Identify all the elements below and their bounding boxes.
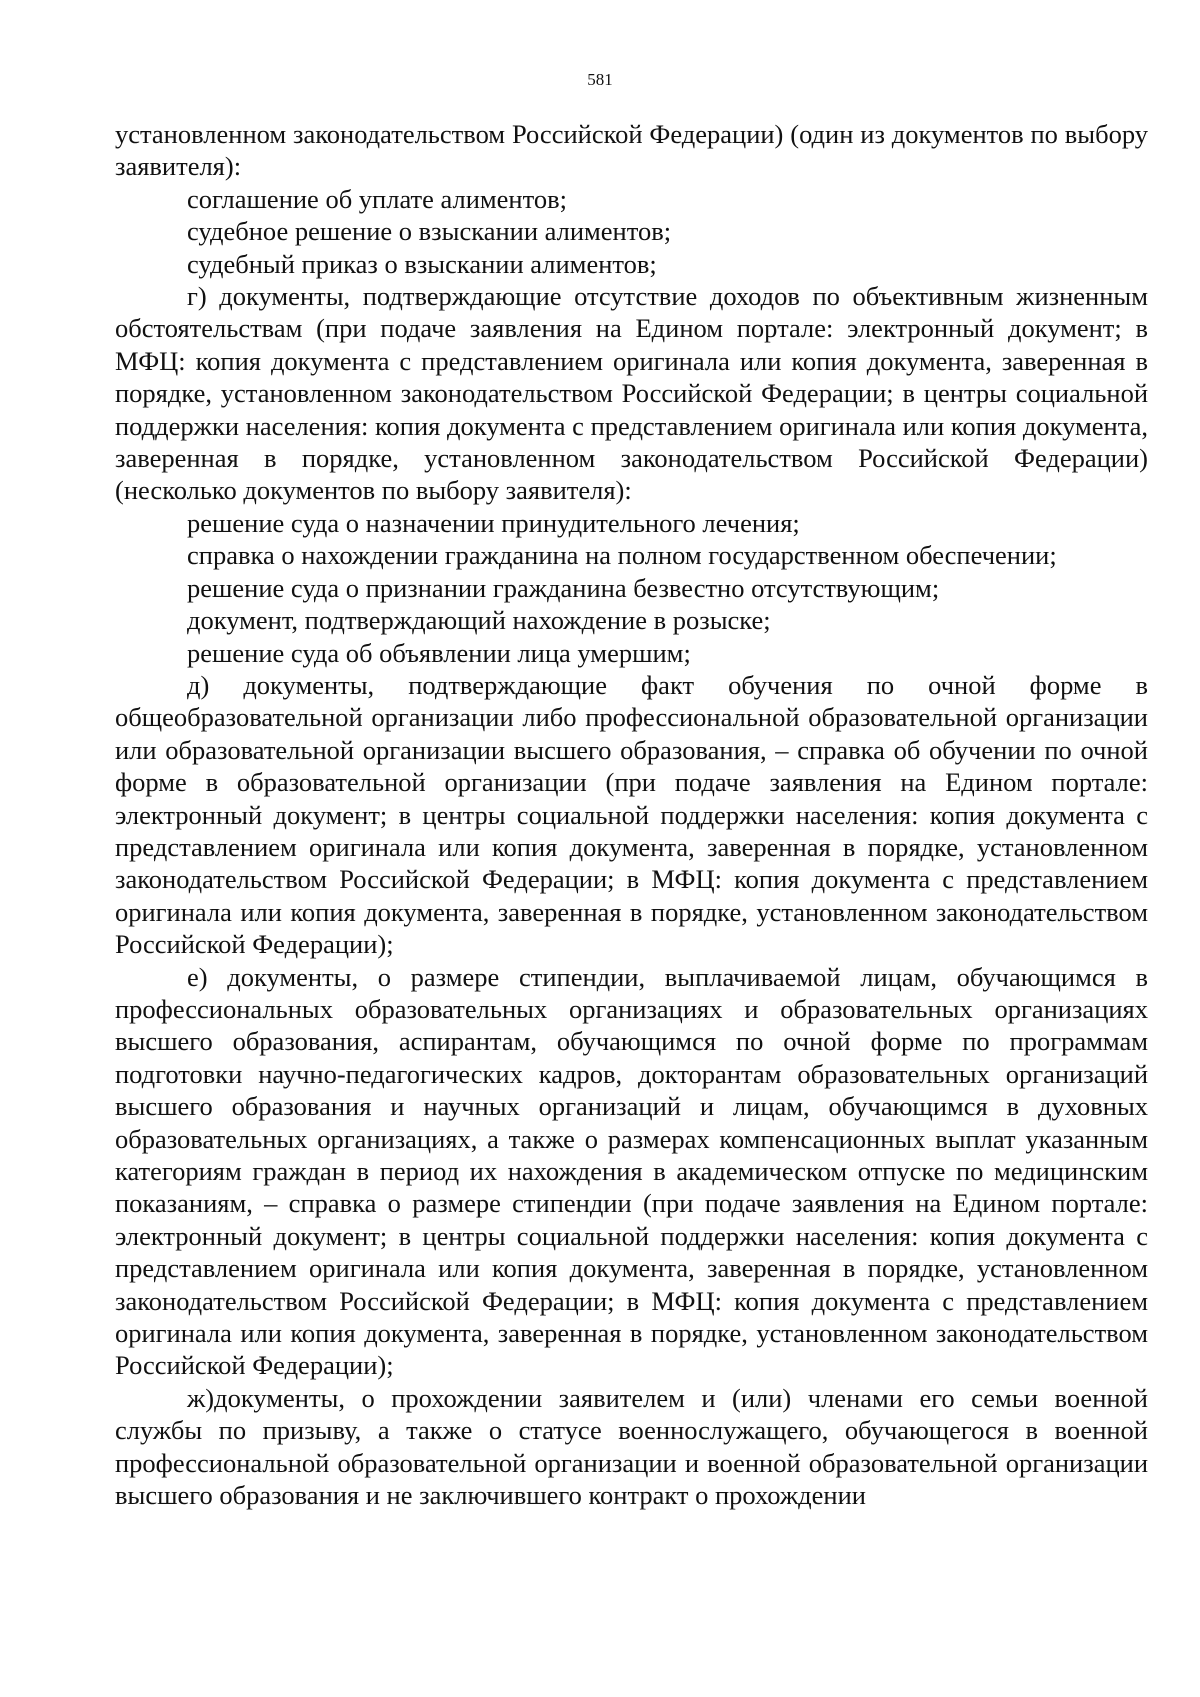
- paragraph: д) документы, подтверждающие факт обучения по очной форме в общеобразовательной организации либо профессиональной образовательной организации или образовательной организации высшего образования, – справка об обучении по очной форме в образовательной организации (при подаче заявления на Едином портале: электронный документ; в центры социальной поддержки населения: копия документа с представлением оригинала или копия документа, заверенная в порядке, установленном законодательством Российской Федерации; в МФЦ: копия документа с представлением оригинала или копия документа, заверенная в порядке, установленном законодательством Российской Федерации);: [115, 669, 1148, 960]
- list-item: решение суда о назначении принудительного лечения;: [187, 507, 800, 538]
- document-body: [115, 118, 1148, 1511]
- list-item: справка о нахождении гражданина на полном государственном обеспечении;: [187, 540, 1057, 571]
- page-number: 581: [587, 70, 613, 89]
- list-item: документ, подтверждающий нахождение в розыске;: [187, 605, 771, 636]
- paragraph: ж)документы, о прохождении заявителем и (или) членами его семьи военной службы по призыву, а также о статусе военнослужащего, обучающегося в военной профессиональной образовательной организации и военной образовательной организации высшего образования и не заключившего контракт о прохождении: [115, 1382, 1148, 1511]
- list-item: судебный приказ о взыскании алиментов;: [187, 248, 657, 279]
- paragraph: е) документы, о размере стипендии, выплачиваемой лицам, обучающимся в профессиональных образовательных организациях и образовательных организациях высшего образования, аспирантам, обучающимся по очной форме по программам подготовки научно-педагогических кадров, докторантам образовательных организаций высшего образования и научных организаций и лицам, обучающимся в духовных образовательных организациях, а также о размерах компенсационных выплат указанным категориям граждан в период их нахождения в академическом отпуске по медицинским показаниям, – справка о размере стипендии (при подаче заявления на Едином портале: электронный документ; в центры социальной поддержки населения: копия документа с представлением оригинала или копия документа, заверенная в порядке, установленном законодательством Российской Федерации; в МФЦ: копия документа с представлением оригинала или копия документа, заверенная в порядке, установленном законодательством Российской Федерации);: [115, 961, 1148, 1381]
- list-item: соглашение об уплате алиментов;: [187, 183, 567, 214]
- paragraph: г) документы, подтверждающие отсутствие доходов по объективным жизненным обстоятельствам (при подаче заявления на Едином портале: электронный документ; в МФЦ: копия документа с представлением оригинала или копия документа, заверенная в порядке, установленном законодательством Российской Федерации; в центры социальной поддержки населения: копия документа с представлением оригинала или копия документа, заверенная в порядке, установленном законодательством Российской Федерации) (несколько документов по выбору заявителя):: [115, 281, 1148, 506]
- list-item: решение суда о признании гражданина безвестно отсутствующим;: [187, 572, 940, 603]
- paragraph: установленном законодательством Российской Федерации) (один из документов по выбору заявителя):: [115, 119, 1148, 182]
- list-item: решение суда об объявлении лица умершим;: [187, 637, 691, 668]
- list-item: судебное решение о взыскании алиментов;: [187, 216, 672, 247]
